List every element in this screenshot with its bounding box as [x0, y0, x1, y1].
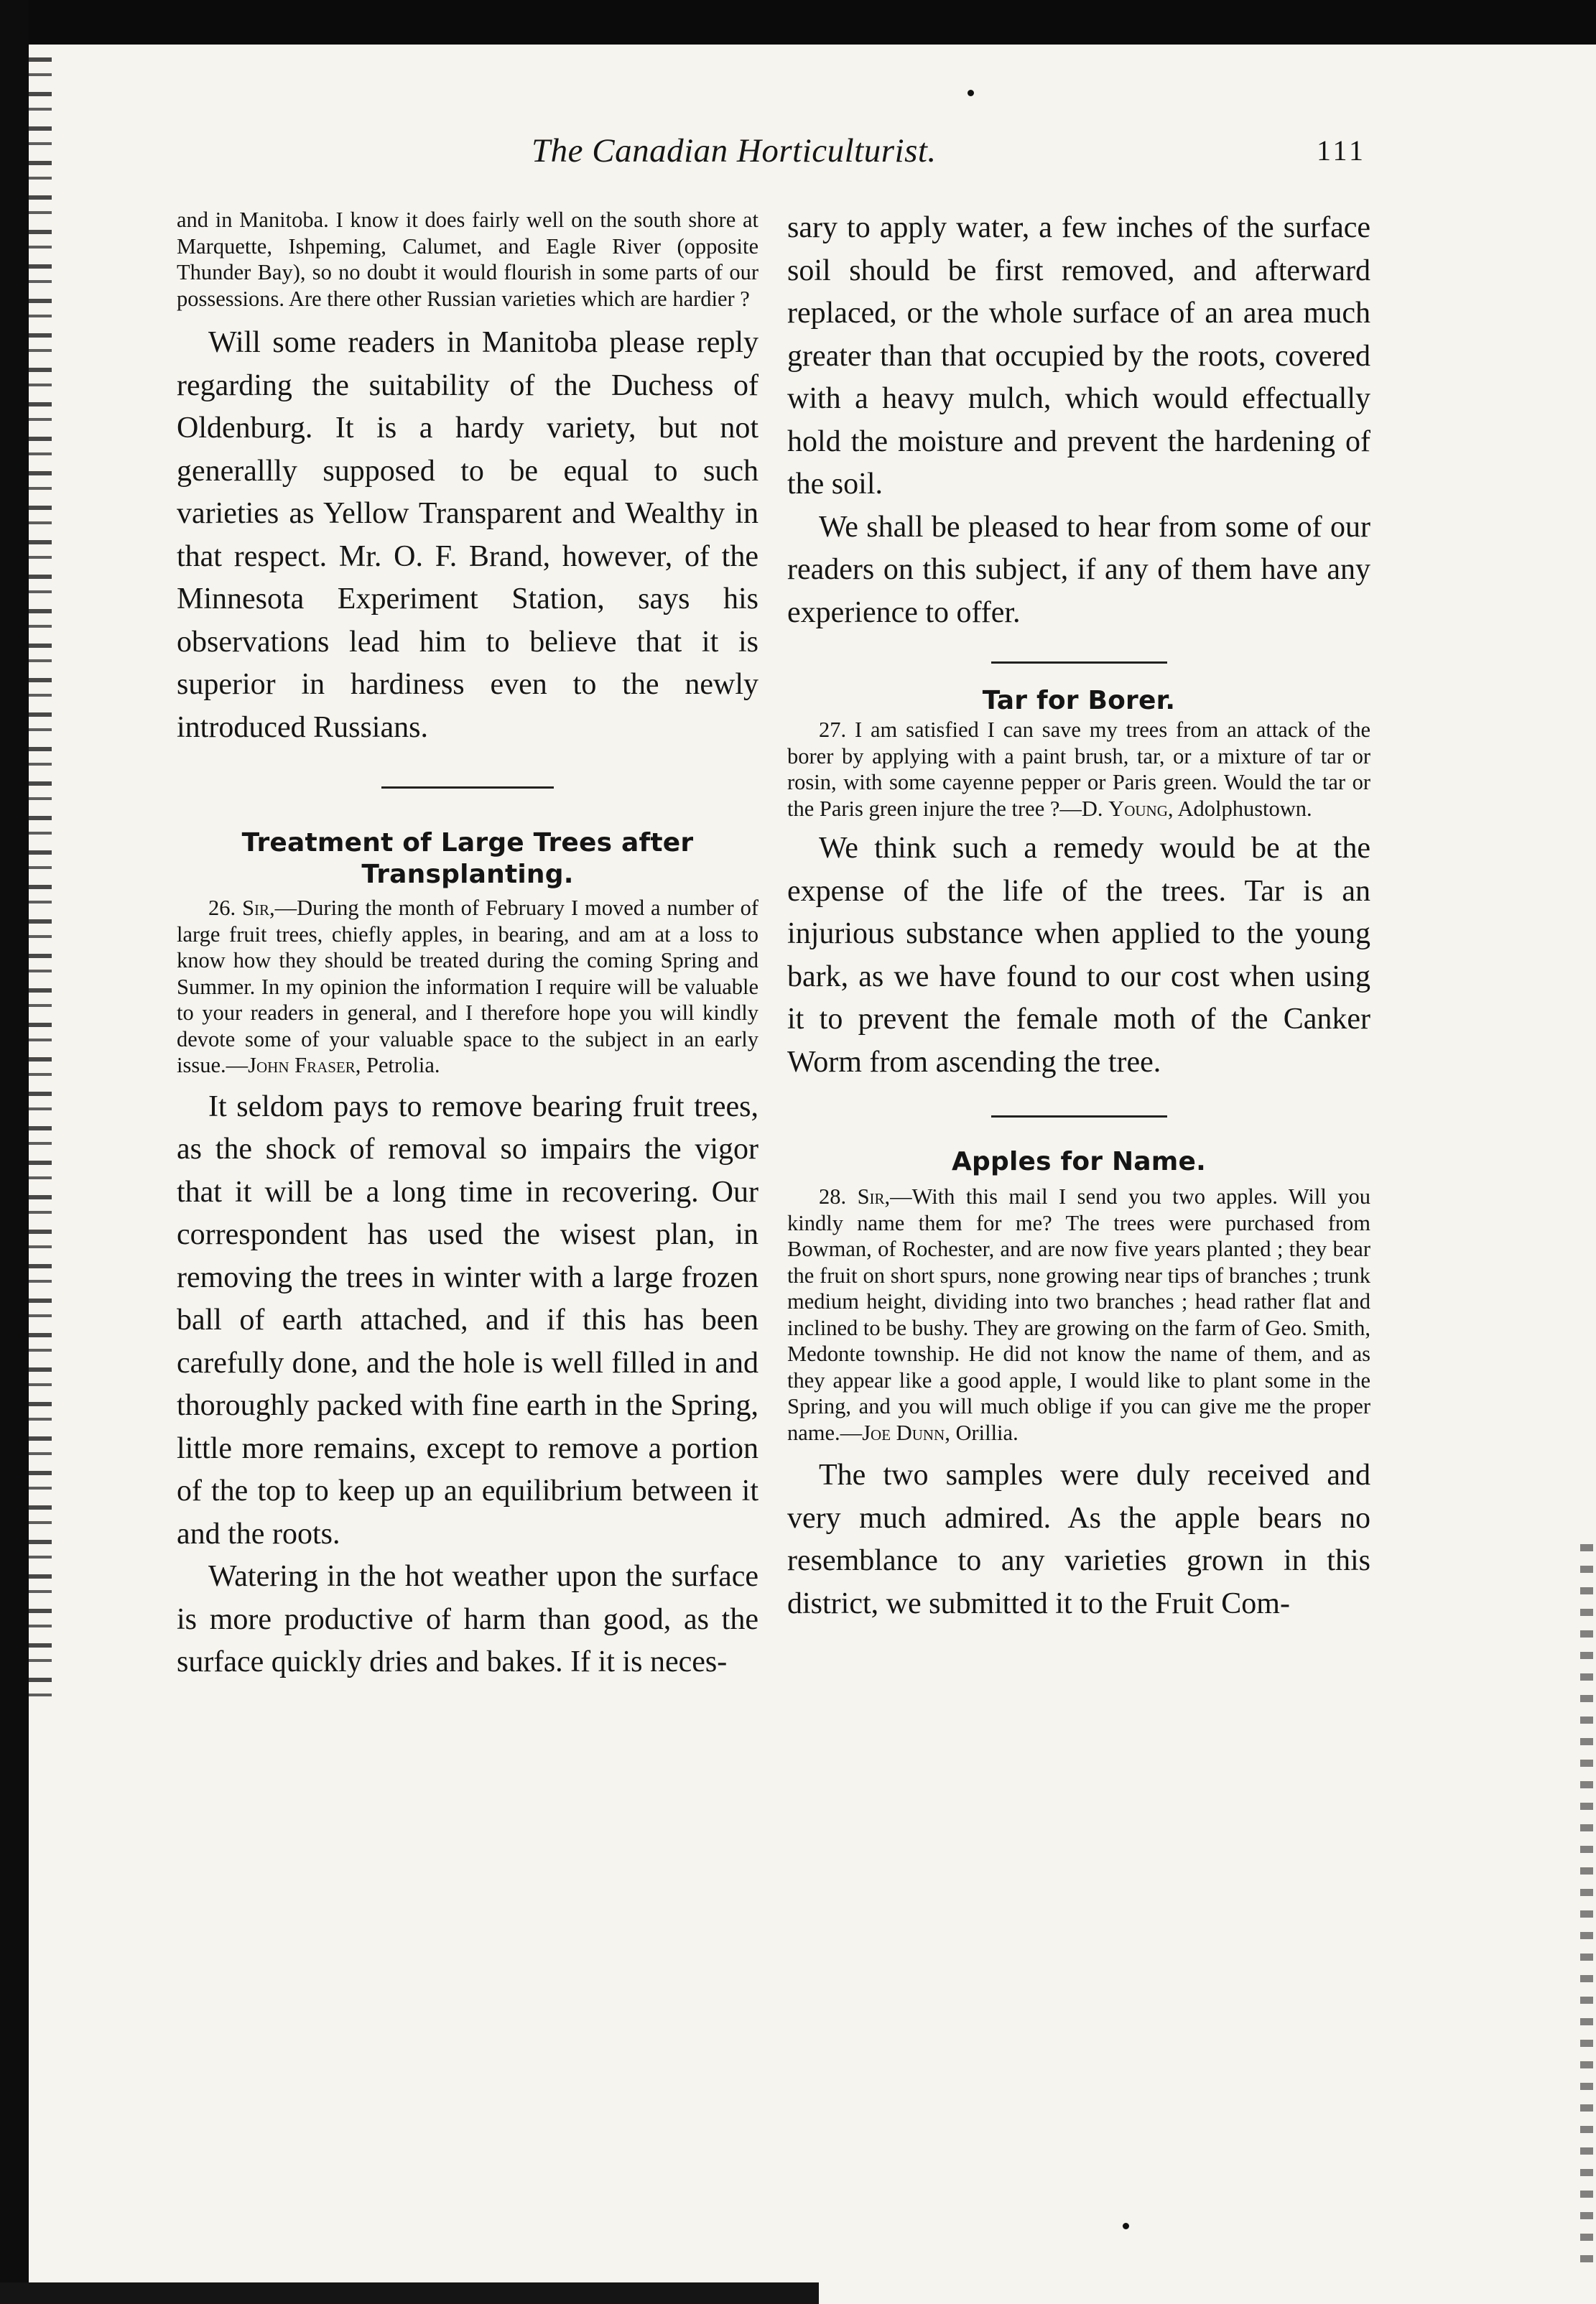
letter-28-lead: 28. Sir, [819, 1184, 891, 1209]
left-paragraph-1: and in Manitoba. I know it does fairly well on the south shore at Marquette, Ishpeming, Calumet, and Eagle River (opposite Thunder Bay), so no doubt it would flourish in some parts of our possessions. Are there other Russian varieties which are hardier ? [177, 208, 758, 311]
right-paragraph-4: The two samples were duly received and very much admired. As the apple bears no resemblance to any varieties grown in this district, we submitted it to the Fruit Com- [787, 1459, 1370, 1620]
left-paragraph-2: Will some readers in Manitoba please reply regarding the suitability of the Duchess of Oldenburg. It is a hardy variety, but not generallly supposed to be equal to such varieties as Yellow Transparent and Wealthy in that respect. Mr. O. F. Brand, however, of the Minnesota Experiment Station, says his observations lead him to believe that it is superior in hardiness even to the newly introduced Russians. [177, 326, 758, 744]
right-paragraph-2: We shall be pleased to hear from some of our readers on this subject, if any of them have any experience to offer. [787, 510, 1370, 629]
scan-speck [968, 90, 974, 96]
page-number: 111 [1316, 134, 1366, 167]
letter-28-place: Orillia. [950, 1420, 1019, 1445]
left-paragraph-3: It seldom pays to remove bearing fruit trees, as the shock of removal so impairs the vigor that it will be a long time in recovering. Our correspondent has used the wisest plan, in removing the trees in winter with a large frozen ball of earth attached, and if this has been carefully done, and the hole is well filled in and thoroughly packed with fine earth in the Spring, little more remains, except to remove a portion of the top to keep up an equilibrium between it and the roots. [177, 1090, 758, 1551]
scan-edge-bottom [0, 2282, 819, 2304]
left-paragraph-4: Watering in the hot weather upon the surface is more productive of harm than good, as the surface quickly dries and bakes. If it is neces- [177, 1560, 758, 1678]
letter-26 [177, 895, 758, 1079]
letter-28-body: —With this mail I send you two apples. Will you kindly name them for me? The trees were purchased from Bowman, of Rochester, and are now five years planted ; they bear the fruit on short spurs, none growing near tips of branches ; trunk medium height, dividing into two branches ; head rather flat and inclined to be bushy. They are growing on the farm of Geo. Smith, Medonte township. He did not know the name of them, and as they appear like a good apple, I would like to plant some in the Spring, and you will much oblige if you can give me the proper name.— [787, 1184, 1370, 1445]
letter-26-lead: 26. Sir, [208, 896, 275, 920]
letter-28 [787, 1184, 1370, 1446]
running-title: The Canadian Horticulturist. [532, 132, 937, 169]
right-paragraph-1: sary to apply water, a few inches of the surface soil should be first removed, and afterward replaced, or the whole surface of an area much greater than that occupied by the roots, covered with a heavy mulch, which would effectually hold the moisture and prevent the hardening of the soil. [787, 211, 1370, 501]
letter-26-place: Petrolia. [361, 1053, 440, 1077]
right-paragraph-3: We think such a remedy would be at the expense of the life of the trees. Tar is an injurious substance when applied to the young bark, as we have found to our cost when using it to prevent the female moth of the Canker Worm from ascending the tree. [787, 832, 1370, 1079]
letter-26-body: —During the month of February I moved a number of large fruit trees, chiefly apples, in bearing, and am at a loss to know how they should be treated during the coming Spring and Summer. In my opinion the information I require will be valuable to your readers in general, and I therefore hope you will kindly devote some of your valuable space to the subject in an early issue.— [177, 896, 758, 1077]
heading-large-trees: Treatment of Large Trees after Transplanting. [241, 828, 694, 889]
letter-27 [787, 717, 1370, 822]
letter-27-body: 27. I am satisfied I can save my trees from an attack of the borer by applying with a paint brush, tar, or a mixture of tar or rosin, with some cayenne pepper or Paris green. Would the tar or the Paris green injure the tree ?—D. [787, 717, 1370, 821]
scan-edge-top [0, 0, 1596, 45]
heading-apples-for-name: Apples for Name. [951, 1147, 1207, 1176]
left-column [177, 207, 758, 1684]
letter-27-place: Adolphustown. [1173, 796, 1312, 821]
heading-tar-for-borer: Tar for Borer. [982, 686, 1176, 715]
scan-edge-right-ragged [1580, 1544, 1593, 2262]
letter-26-signature: John Fraser, [248, 1053, 361, 1077]
letter-27-signature: Young, [1108, 796, 1174, 821]
scan-edge-left [0, 0, 29, 2304]
scan-edge-left-ragged [29, 57, 52, 1709]
scan-speck [1123, 2223, 1129, 2229]
right-column [787, 207, 1370, 1625]
letter-28-signature: Joe Dunn, [862, 1420, 950, 1445]
